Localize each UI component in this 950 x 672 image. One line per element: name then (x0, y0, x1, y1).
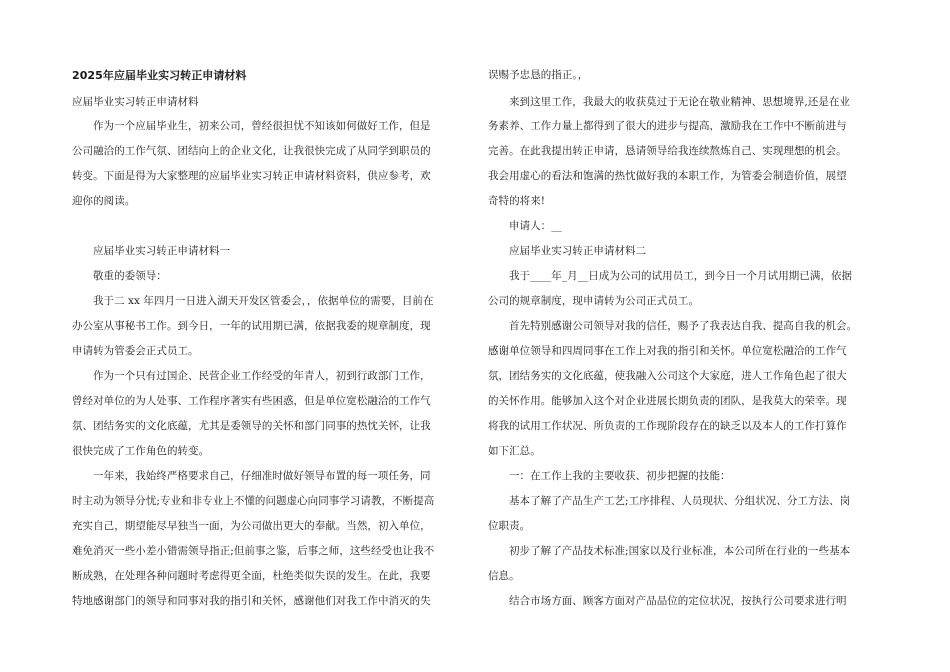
right-text-line: 来到这里工作，我最大的收获莫过于无论在敬业精神、思想境界,还是在业 (509, 96, 850, 108)
left-text-line: 申请转为管委会正式员工。 (72, 345, 199, 357)
left-text-line: 很快完成了工作角色的转变。 (72, 445, 210, 457)
left-text-line: 转变。下面是得为大家整理的应届毕业实习转正申请材料资料，供应参考，欢 (72, 170, 431, 182)
left-text-line: 迎你的阅读。 (72, 195, 136, 207)
document-title: 2025年应届毕业实习转正申请材料 (72, 69, 247, 82)
left-text-line: 一年来，我始终严格要求自己，仔细准时做好领导布置的每一项任务，同 (93, 470, 431, 482)
left-text-line: 充实自己，期望能尽早独当一面，为公司做出更大的奉献。当然，初入单位， (72, 520, 431, 532)
left-text-line: 作为一个应届毕业生，初来公司，曾经很担忧不知该如何做好工作，但是 (93, 120, 431, 132)
right-text-line: 完善。在此我提出转正申请，恳请领导给我连续熬炼自己、实现理想的机会。 (488, 145, 847, 157)
left-text-line: 我于二 xx 年四月一日进入湖天开发区管委会，，依据单位的需要，目前在 (93, 295, 434, 307)
right-text-line: 基本了解了产品生产工艺;工序排程、人员现状、分组状况、分工方法、岗 (509, 495, 851, 507)
right-text-line: 首先特别感谢公司领导对我的信任，赐予了我表达自我、提高自我的机会。 (509, 320, 858, 332)
right-text-line: 应届毕业实习转正申请材料二 (509, 245, 647, 257)
right-text-line: 的关怀作用。能够加入这个对企业进展长期负责的团队，是我莫大的荣幸。现 (488, 395, 847, 407)
left-text-line: 特地感谢部门的领导和同事对我的指引和关怀，感谢他们对我工作中消灭的失 (72, 595, 431, 607)
right-text-line: 如下汇总。 (488, 445, 541, 457)
right-text-line: 公司的规章制度，现申请转为公司正式员工。 (488, 295, 699, 307)
left-text-line: 应届毕业实习转正申请材料 (72, 96, 199, 108)
left-text-line: 断成熟，在处理各种问题时考虑得更全面，杜绝类似失误的发生。在此，我要 (72, 570, 431, 582)
right-text-line: 感谢单位领导和四周同事在工作上对我的指引和关怀。单位宽松融洽的工作气 (488, 345, 847, 357)
right-text-line: 初步了解了产品技术标准;国家以及行业标准，本公司所在行业的一些基本 (509, 545, 851, 557)
right-text-line: 务素养、工作力量上都得到了很大的进步与提高，激励我在工作中不断前进与 (488, 120, 847, 132)
right-text-line: 将我的试用工作状况、所负责的工作现阶段存在的缺乏以及本人的工作打算作 (488, 420, 847, 432)
right-text-line: 误赐予忠恳的指正。， (488, 69, 589, 81)
right-text-line: 申请人：__ (509, 220, 562, 232)
left-text-line: 曾经对单位的为人处事、工作程序著实有些困惑，但是单位宽松融洽的工作气 (72, 395, 431, 407)
left-text-line: 作为一个只有过国企、民营企业工作经受的年青人，初到行政部门工作， (93, 370, 431, 382)
right-text-line: 我于____年_月__日成为公司的试用员工，到今日一个月试用期已满，依据 (509, 270, 853, 282)
right-text-line: 奇特的将来! (488, 195, 546, 207)
left-text-line: 氛、团结务实的文化底蕴，尤其是委领导的关怀和部门同事的热忱关怀，让我 (72, 420, 431, 432)
left-text-line: 办公室从事秘书工作。到今日，一年的试用期已满，依据我委的规章制度，现 (72, 320, 431, 332)
left-text-line: 公司融洽的工作气氛、团结向上的企业文化，让我很快完成了从同学到职员的 (72, 145, 431, 157)
right-text-line: 信息。 (488, 570, 520, 582)
left-text-line: 难免消灭一些小差小错需领导指正;但前事之鉴，后事之师，这些经受也让我不 (72, 545, 435, 557)
right-text-line: 氛，团结务实的文化底蕴，使我融入公司这个大家庭，进人工作角色起了很大 (488, 370, 847, 382)
right-text-line: 位职责。 (488, 520, 531, 532)
right-text-line: 我会用虚心的看法和饱满的热忱做好我的本职工作，为管委会制造价值，展望 (488, 170, 847, 182)
left-text-line: 敬重的委领导： (93, 270, 167, 282)
right-text-line: 结合市场方面、顾客方面对产品品位的定位状况，按执行公司要求进行明 (509, 595, 847, 607)
left-text-line: 时主动为领导分忧;专业和非专业上不懂的问题虚心向同事学习请教，不断提高 (72, 495, 435, 507)
left-text-line: 应届毕业实习转正申请材料一 (93, 245, 231, 257)
right-text-line: 一：在工作上我的主要收获、初步把握的技能： (509, 470, 731, 482)
